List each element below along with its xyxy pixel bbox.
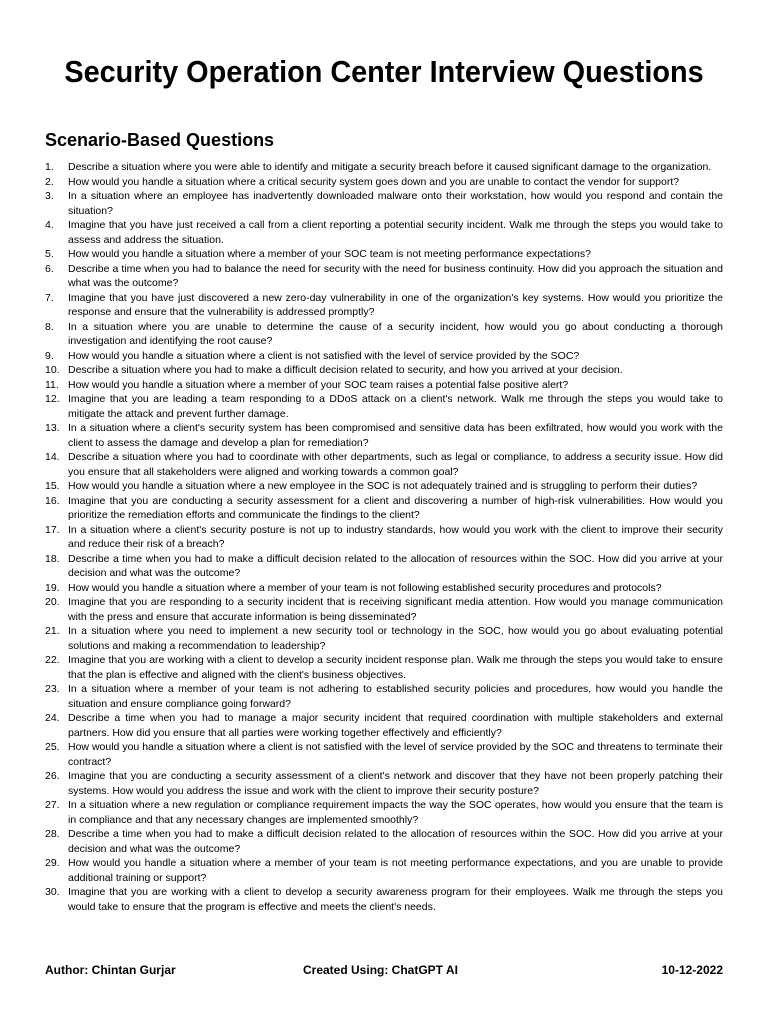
list-item-text: Imagine that you are responding to a security incident that is receiving significant media attention. How would you manage communication with the press and ensure that accurate information is being disseminated? <box>68 596 723 623</box>
list-item <box>45 479 723 494</box>
list-item-number: 11. <box>45 378 59 391</box>
list-item <box>45 740 723 769</box>
list-item <box>45 769 723 798</box>
list-item <box>45 595 723 624</box>
list-item <box>45 218 723 247</box>
list-item-text: In a situation where a member of your team is not adhering to established security policies and procedures, how would you handle the situation and ensure compliance going forward? <box>68 683 723 710</box>
list-item <box>45 349 723 364</box>
list-item-text: Describe a time when you had to balance the need for security with the need for business continuity. How did you approach the situation and what was the outcome? <box>68 262 723 289</box>
list-item-number: 3. <box>45 190 54 202</box>
list-item-text: In a situation where a client's security system has been compromised and sensitive data has been exfiltrated, how would you work with the client to assess the damage and develop a plan for remediation? <box>68 422 723 449</box>
list-item-number: 6. <box>45 262 54 275</box>
list-item-number: 23. <box>45 683 60 695</box>
page-footer <box>45 961 723 979</box>
list-item <box>45 523 723 552</box>
list-item <box>45 798 723 827</box>
list-item-number: 21. <box>45 625 60 637</box>
list-item-text: In a situation where a client's security posture is not up to industry standards, how would you work with the client to improve their security and reduce their risk of a breach? <box>68 523 723 550</box>
list-item <box>45 247 723 262</box>
list-item <box>45 885 723 914</box>
list-item-text: How would you handle a situation where a member of your team is not following established security procedures and protocols? <box>68 581 662 594</box>
list-item-number: 1. <box>45 161 54 173</box>
list-item-text: How would you handle a situation where a client is not satisfied with the level of service provided by the SOC? <box>68 349 580 362</box>
list-item-number: 13. <box>45 422 60 434</box>
list-item-number: 25. <box>45 741 60 753</box>
list-item-text: Imagine that you have just received a call from a client reporting a potential security incident. Walk me through the steps you would take to assess and address the situation. <box>68 219 723 246</box>
list-item-number: 28. <box>45 828 60 840</box>
list-item-text: Imagine that you are working with a client to develop a security incident response plan. Walk me through the steps you would take to ensure that the plan is effective and aligned with the client's business objectives. <box>68 654 723 681</box>
list-item-number: 15. <box>45 480 60 492</box>
list-item-text: Describe a time when you had to manage a major security incident that required coordination with multiple stakeholders and external partners. How did you ensure that all parties were working together effectively and efficiently? <box>68 712 723 739</box>
list-item <box>45 160 723 175</box>
list-item-number: 18. <box>45 552 60 565</box>
list-item <box>45 494 723 523</box>
list-item-text: Imagine that you are working with a client to develop a security awareness program for their employees. Walk me through the steps you would take to ensure that the program is effective and meets the client's needs. <box>68 886 723 913</box>
list-item <box>45 175 723 190</box>
list-item <box>45 421 723 450</box>
list-item <box>45 320 723 349</box>
list-item <box>45 378 723 393</box>
list-item-text: How would you handle a situation where a member of your team is not meeting performance expectations, and you are unable to provide additional training or support? <box>68 857 723 884</box>
questions-list <box>45 160 723 914</box>
list-item-number: 16. <box>45 494 60 507</box>
list-item-text: Describe a situation where you had to make a difficult decision related to security, and how you arrived at your decision. <box>68 364 623 376</box>
list-item-number: 4. <box>45 219 54 231</box>
list-item-number: 24. <box>45 712 60 724</box>
list-item <box>45 552 723 581</box>
list-item-text: How would you handle a situation where a critical security system goes down and you are unable to contact the vendor for support? <box>68 175 680 188</box>
list-item-number: 12. <box>45 393 60 405</box>
list-item <box>45 581 723 596</box>
list-item-text: How would you handle a situation where a member of your SOC team is not meeting performance expectations? <box>68 248 591 260</box>
list-item <box>45 450 723 479</box>
list-item-number: 27. <box>45 799 60 811</box>
list-item-number: 20. <box>45 596 60 608</box>
list-item <box>45 682 723 711</box>
list-item-number: 7. <box>45 291 54 304</box>
list-item <box>45 711 723 740</box>
list-item-number: 5. <box>45 248 54 260</box>
list-item-text: In a situation where an employee has inadvertently downloaded malware onto their workstation, how would you respond and contain the situation? <box>68 190 723 217</box>
list-item <box>45 856 723 885</box>
list-item-text: How would you handle a situation where a new employee in the SOC is not adequately trained and is struggling to perform their duties? <box>68 480 698 492</box>
list-item <box>45 291 723 320</box>
list-item <box>45 189 723 218</box>
footer-created-using: Created Using: ChatGPT AI <box>303 963 458 977</box>
list-item <box>45 827 723 856</box>
list-item-number: 10. <box>45 364 60 376</box>
list-item-text: Describe a time when you had to make a difficult decision related to the allocation of resources within the SOC. How did you arrive at your decision and what was the outcome? <box>68 828 723 855</box>
list-item <box>45 624 723 653</box>
list-item-number: 8. <box>45 320 54 333</box>
list-item-text: How would you handle a situation where a client is not satisfied with the level of service provided by the SOC and threatens to terminate their contract? <box>68 741 723 768</box>
list-item-text: In a situation where a new regulation or compliance requirement impacts the way the SOC operates, how would you ensure that the team is in compliance and that any necessary changes are implemented smoothly? <box>68 799 723 826</box>
list-item-number: 29. <box>45 857 60 869</box>
list-item-number: 19. <box>45 581 60 594</box>
list-item-number: 17. <box>45 523 60 536</box>
list-item-text: Describe a situation where you had to coordinate with other departments, such as legal or compliance, to address a security issue. How did you ensure that all stakeholders were aligned and working towards a common goal? <box>68 451 723 478</box>
list-item-text: In a situation where you are unable to determine the cause of a security incident, how would you go about conducting a thorough investigation and identifying the root cause? <box>68 320 723 347</box>
page-title: Security Operation Center Interview Questions <box>64 54 704 89</box>
list-item-text: Describe a situation where you were able to identify and mitigate a security breach before it caused significant damage to the organization. <box>68 161 712 173</box>
list-item <box>45 392 723 421</box>
list-item-number: 30. <box>45 886 60 898</box>
list-item-number: 9. <box>45 349 54 362</box>
list-item-text: Describe a time when you had to make a difficult decision related to the allocation of resources within the SOC. How did you arrive at your decision and what was the outcome? <box>68 552 723 579</box>
list-item <box>45 363 723 378</box>
list-item-text: Imagine that you have just discovered a new zero-day vulnerability in one of the organization's key systems. How would you prioritize the response and ensure that the vulnerability is addressed promptly? <box>68 291 723 318</box>
list-item-text: Imagine that you are conducting a security assessment for a client and discovering a number of high-risk vulnerabilities. How would you prioritize the remediation efforts and communicate the findings to the client? <box>68 494 723 521</box>
list-item-number: 14. <box>45 451 60 463</box>
footer-author: Author: Chintan Gurjar <box>45 963 176 977</box>
list-item <box>45 653 723 682</box>
list-item-number: 26. <box>45 770 60 782</box>
list-item-number: 2. <box>45 175 54 188</box>
list-item-text: In a situation where you need to implement a new security tool or technology in the SOC, how would you go about evaluating potential solutions and making a recommendation to leadership? <box>68 625 723 652</box>
list-item-text: Imagine that you are conducting a security assessment of a client's network and discover that they have not been properly patching their systems. How would you address the issue and work with the client to improve their security posture? <box>68 770 723 797</box>
section-heading: Scenario-Based Questions <box>45 130 275 150</box>
list-item-text: Imagine that you are leading a team responding to a DDoS attack on a client's network. Walk me through the steps you would take to mitigate the attack and prevent further damage. <box>68 393 723 420</box>
list-item <box>45 262 723 291</box>
list-item-number: 22. <box>45 654 60 666</box>
footer-date: 10-12-2022 <box>661 963 723 977</box>
list-item-text: How would you handle a situation where a member of your SOC team raises a potential false positive alert? <box>68 378 569 391</box>
